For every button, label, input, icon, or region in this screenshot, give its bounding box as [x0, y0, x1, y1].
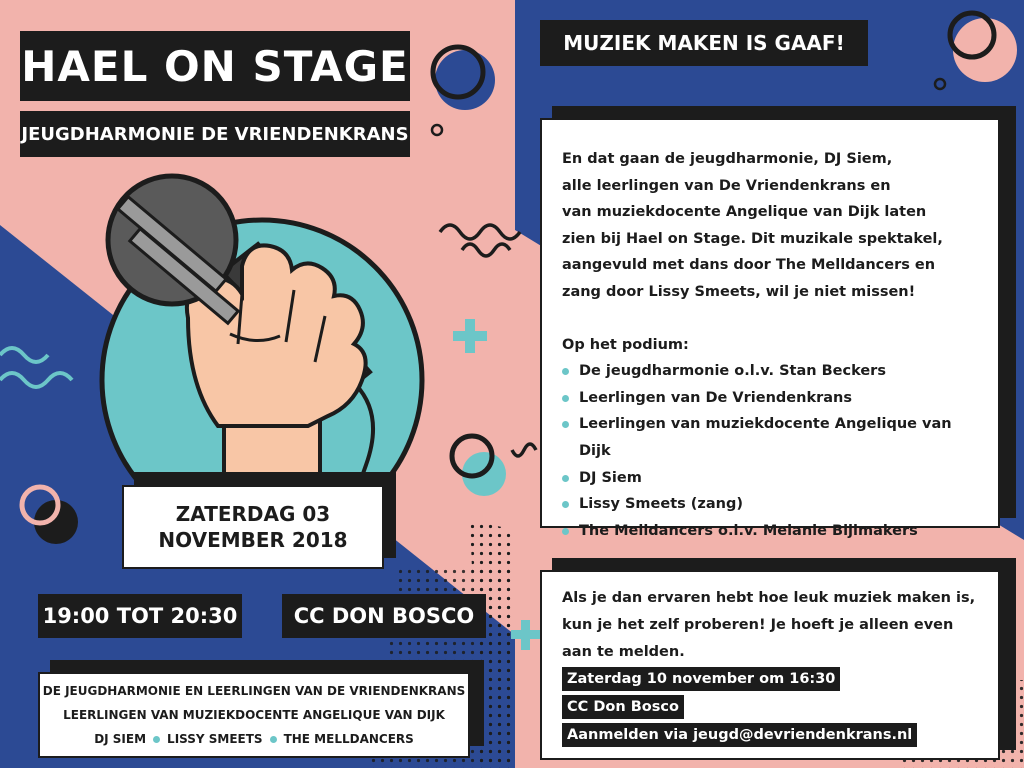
event-date-line2: NOVEMBER 2018	[158, 528, 348, 552]
signup-line: aan te melden.	[562, 644, 685, 660]
event-venue: CC DON BOSCO	[282, 594, 486, 638]
squiggle-black-1	[440, 225, 520, 239]
date-box	[122, 485, 384, 569]
credit-dj-siem: DJ SIEM	[94, 732, 147, 746]
info-box	[540, 118, 1000, 539]
credit-melldancers: THE MELLDANCERS	[283, 732, 414, 746]
event-time: 19:00 TOT 20:30	[38, 594, 242, 638]
motto-banner: MUZIEK MAKEN IS GAAF!	[540, 20, 868, 66]
info-line: aangevuld met dans door The Melldancers en	[562, 257, 936, 274]
info-line: En dat gaan de jeugdharmonie, DJ Siem,	[562, 151, 893, 167]
podium-item: The Melldancers o.l.v. Melanie Bijlmakers	[562, 518, 978, 545]
credits-line-3	[94, 727, 414, 751]
credits-line-2: LEERLINGEN VAN MUZIEKDOCENTE ANGELIQUE VAN DIJK	[63, 708, 445, 722]
podium-item: Leerlingen van De Vriendenkrans	[562, 385, 978, 412]
info-line: van muziekdocente Angelique van Dijk laten	[562, 204, 927, 221]
squiggle-black-mid	[512, 444, 536, 456]
signup-line: kun je het zelf proberen! Je hoeft je alleen even	[562, 617, 954, 633]
bullet-dot-icon	[153, 736, 160, 743]
credits-line-1: DE JEUGDHARMONIE EN LEERLINGEN VAN DE VRIENDENKRANS	[42, 684, 466, 698]
podium-item: Leerlingen van muziekdocente Angelique van Dijk	[562, 411, 978, 464]
signup-line: Als je dan ervaren hebt hoe leuk muziek maken is,	[562, 590, 976, 606]
signup-venue: CC Don Bosco	[562, 695, 684, 719]
bullet-dot-icon	[270, 736, 277, 743]
info-line: zang door Lissy Smeets, wil je niet missen!	[562, 283, 916, 300]
podium-list	[562, 358, 978, 544]
signup-date: Zaterdag 10 november om 16:30	[562, 667, 840, 691]
podium-heading: Op het podium:	[562, 336, 689, 353]
signup-register-email: Aanmelden via jeugd@devriendenkrans.nl	[562, 723, 917, 747]
podium-item: DJ Siem	[562, 465, 978, 492]
blue-circle-decoration	[435, 50, 495, 110]
info-line: zien bij Hael on Stage. Dit muzikale spektakel,	[562, 230, 943, 247]
plus-decoration-1	[453, 319, 487, 353]
small-ring-decoration	[432, 125, 442, 135]
credits-box	[38, 672, 470, 758]
event-date-line1: ZATERDAG 03	[175, 502, 331, 526]
signup-box	[540, 570, 1000, 760]
event-subtitle: JEUGDHARMONIE DE VRIENDENKRANS	[20, 111, 410, 157]
squiggle-black-2	[462, 244, 510, 256]
plus-decoration-2	[511, 620, 540, 650]
event-title: HAEL ON STAGE	[20, 31, 410, 101]
credit-lissy-smeets: LISSY SMEETS	[167, 732, 263, 746]
podium-item: De jeugdharmonie o.l.v. Stan Beckers	[562, 358, 978, 385]
podium-item: Lissy Smeets (zang)	[562, 491, 978, 518]
info-line: alle leerlingen van De Vriendenkrans en	[562, 177, 891, 194]
